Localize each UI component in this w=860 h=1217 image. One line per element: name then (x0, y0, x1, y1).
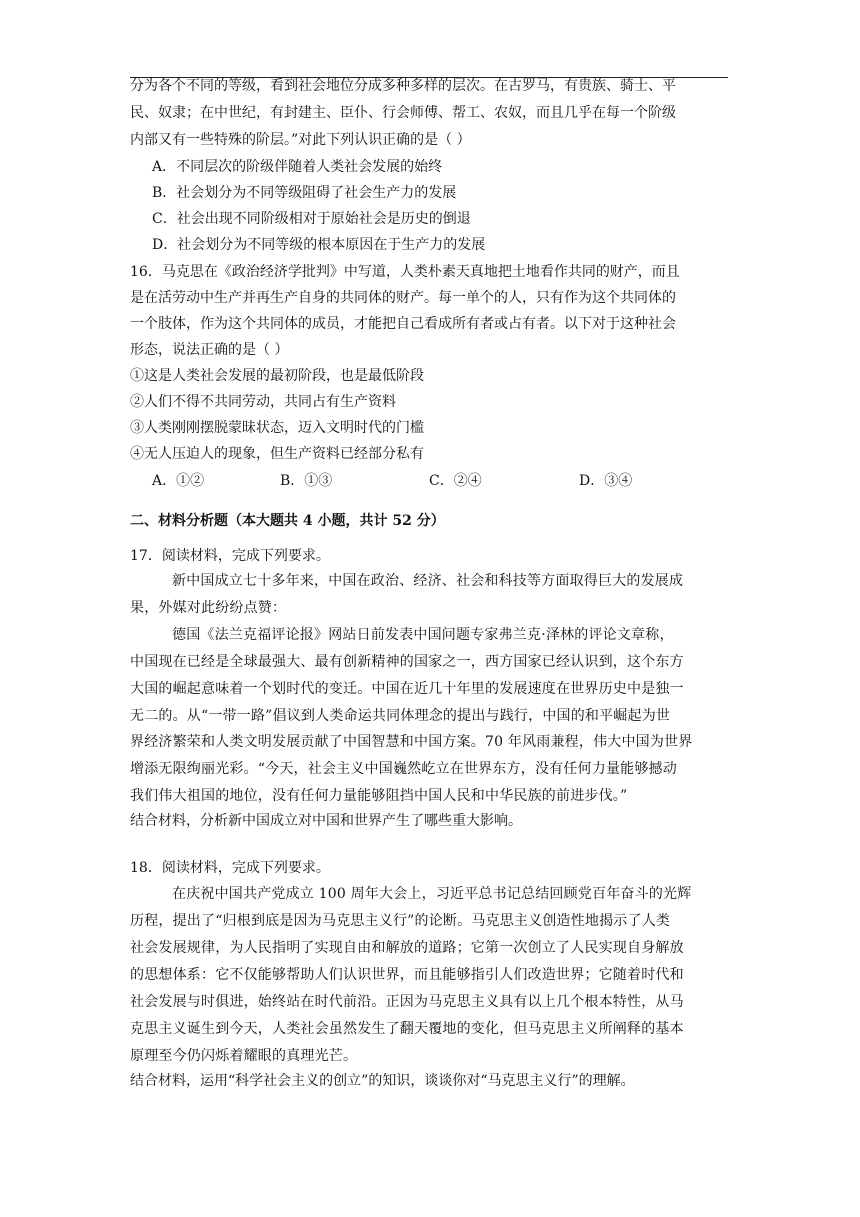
q17-material-line: 无二的。从“一带一路”倡议到人类命运共同体理念的提出与践行，中国的和平崛起为世 (130, 708, 671, 724)
q15-line: 内部又有一些特殊的阶层。”对此下列认识正确的是（ ） (130, 132, 471, 148)
q18-material-line: 的思想体系：它不仅能够帮助人们认识世界，而且能够指引人们改造世界；它随着时代和 (130, 967, 684, 983)
q17-material-line: 大国的崛起意味着一个划时代的变迁。中国在近几十年里的发展速度在世界历史中是独一 (130, 681, 684, 697)
q16-option-a[interactable]: A．①② (152, 473, 205, 489)
q16-option-c[interactable]: C．②④ (429, 473, 482, 489)
q17-material-line: 新中国成立七十多年来，中国在政治、经济、社会和科技等方面取得巨大的发展成 (172, 573, 684, 589)
q17-material-line: 我们伟大祖国的地位，没有任何力量能够阻挡中国人民和中华民族的前进步伐。” (130, 788, 628, 804)
q16-statement-3: ③人类刚刚摆脱蒙昧状态，迈入文明时代的门槛 (130, 420, 424, 436)
q16-option-b[interactable]: B．①③ (280, 473, 333, 489)
q18-material-line: 在庆祝中国共产党成立 100 周年大会上，习近平总书记总结回顾党百年奋斗的光辉 (172, 886, 692, 902)
q17-material-line: 德国《法兰克福评论报》网站日前发表中国问题专家弗兰克·泽林的评论文章称， (172, 627, 674, 643)
q18-material-line: 社会发展与时俱进，始终站在时代前沿。正因为马克思主义具有以上几个根本特性，从马 (130, 994, 684, 1010)
q17-material-line: 增添无限绚丽光彩。“今天，社会主义中国巍然屹立在世界东方，没有任何力量能够撼动 (130, 761, 677, 777)
q16-line: 16．马克思在《政治经济学批判》中写道，人类朴素天真地把土地看作共同的财产，而且 (130, 264, 680, 280)
q17-intro: 17．阅读材料，完成下列要求。 (130, 548, 330, 564)
q17-material-line: 界经济繁荣和人类文明发展贡献了中国智慧和中国方案。70 年风雨兼程，伟大中国为世界 (130, 734, 693, 750)
q15-option-d[interactable]: D．社会划分为不同等级的根本原因在于生产力的发展 (152, 237, 486, 253)
q15-line: 民、奴隶；在中世纪，有封建主、臣仆、行会师傅、帮工、农奴，而且几乎在每一个阶级 (130, 105, 676, 121)
q15-option-a[interactable]: A．不同层次的阶级伴随着人类社会发展的始终 (152, 159, 443, 175)
q16-line: 一个肢体，作为这个共同体的成员，才能把自己看成所有者或占有者。以下对于这种社会 (130, 316, 676, 332)
q17-material-line: 中国现在已经是全球最强大、最有创新精神的国家之一，西方国家已经认识到，这个东方 (130, 654, 684, 670)
q16-option-d[interactable]: D．③④ (579, 473, 633, 489)
q18-question: 结合材料，运用“科学社会主义的创立”的知识，谈谈你对“马克思主义行”的理解。 (130, 1073, 635, 1089)
q17-material-line: 果，外媒对此纷纷点赞： (130, 600, 287, 616)
q15-line: 分为各个不同的等级，看到社会地位分成多种多样的层次。在古罗马，有贵族、骑士、平 (130, 78, 676, 94)
q16-statement-2: ②人们不得不共同劳动，共同占有生产资料 (130, 394, 396, 410)
q17-question: 结合材料，分析新中国成立对中国和世界产生了哪些重大影响。 (130, 813, 522, 829)
q16-statement-1: ①这是人类社会发展的最初阶段，也是最低阶段 (130, 368, 424, 384)
q16-line: 是在活劳动中生产并再生产自身的共同体的财产。每一单个的人，只有作为这个共同体的 (130, 290, 676, 306)
q16-line: 形态，说法正确的是（ ） (130, 342, 289, 358)
q18-material-line: 原理至今仍闪烁着耀眼的真理光芒。 (130, 1048, 358, 1064)
section-heading: 二、材料分析题（本大题共 4 小题，共计 52 分） (130, 513, 445, 529)
q16-statement-4: ④无人压迫人的现象，但生产资料已经部分私有 (130, 446, 424, 462)
q15-option-c[interactable]: C．社会出现不同阶级相对于原始社会是历史的倒退 (152, 211, 471, 227)
q15-option-b[interactable]: B．社会划分为不同等级阻碍了社会生产力的发展 (152, 185, 457, 201)
q18-material-line: 克思主义诞生到今天，人类社会虽然发生了翻天覆地的变化，但马克思主义所阐释的基本 (130, 1021, 684, 1037)
q18-intro: 18．阅读材料，完成下列要求。 (130, 860, 330, 876)
q18-material-line: 社会发展规律，为人民指明了实现自由和解放的道路；它第一次创立了人民实现自身解放 (130, 940, 684, 956)
q18-material-line: 历程，提出了“归根到底是因为马克思主义行”的论断。马克思主义创造性地揭示了人类 (130, 913, 671, 929)
